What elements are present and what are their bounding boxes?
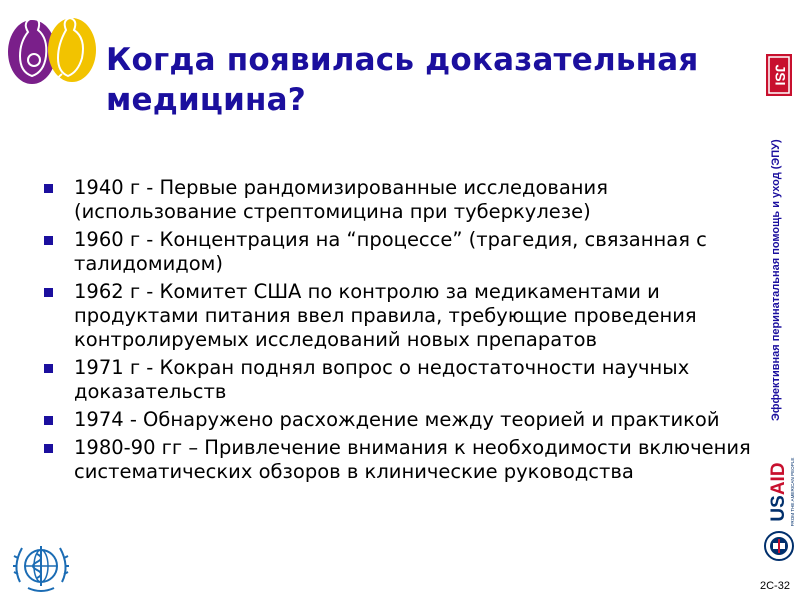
mother-child-logo-icon [4,8,100,88]
page-number: 2C-32 [760,580,790,592]
list-item [44,176,760,224]
square-bullet-icon [44,288,53,297]
usaid-logo-icon [760,452,798,562]
jsi-logo-text: JSI [772,64,789,86]
slide-title: Когда появилась доказательная медицина? [106,42,699,118]
list-item-text: 1971 г - Кокран поднял вопрос о недостаточности научных доказательств [74,356,690,403]
list-item-text: 1940 г - Первые рандомизированные исследования (использование стрептомицина при туберкулезе) [74,176,608,223]
square-bullet-icon [44,416,53,425]
side-caption: Эффективная перинатальная помощь и уход (ЭПУ) [770,139,782,421]
square-bullet-icon [44,364,53,373]
bullet-list [44,176,760,488]
list-item-text: 1962 г - Комитет США по контролю за медикаментами и продуктами питания ввел правила, требующие проведения контролируемых исследований новых препаратов [74,280,697,351]
square-bullet-icon [44,184,53,193]
usaid-wordmark: USAID [768,462,790,522]
list-item-text: 1960 г - Концентрация на “процессе” (трагедия, связанная с талидомидом) [74,228,707,275]
jsi-logo-icon [766,54,792,96]
list-item [44,408,760,432]
list-item [44,280,760,352]
list-item [44,228,760,276]
usaid-tagline: FROM THE AMERICAN PEOPLE [790,457,796,527]
list-item-text: 1974 - Обнаружено расхождение между теорией и практикой [74,408,720,431]
who-emblem-icon [10,538,72,596]
list-item [44,356,760,404]
list-item [44,436,760,484]
list-item-text: 1980-90 гг – Привлечение внимания к необходимости включения систематических обзоров в клинические руководства [74,436,751,483]
square-bullet-icon [44,236,53,245]
square-bullet-icon [44,444,53,453]
